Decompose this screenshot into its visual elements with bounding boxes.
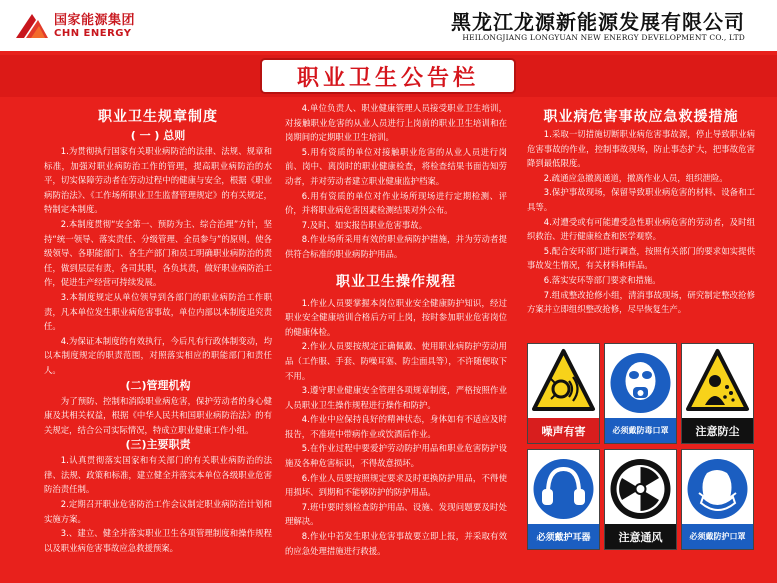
sign-label: 注意通风 [605, 524, 676, 549]
sign-label: 必须戴防毒口罩 [605, 418, 676, 443]
general-item: 2.本制度贯彻“安全第一、预防为主、综合治理”方针，坚持“统一领导、落实责任、分级管理、全员参与”的原则，使各级领导、各职能部门、各生产部门和员工明确职业病防治的责任，做到层层有责，各司其职，各负其责，做好职业病防治工作，促进生产经营可持续发展。 [44, 218, 272, 288]
duty-item: 8.作业场所采用有效的职业病防护措施，并为劳动者提供符合标准的职业病防护用品。 [285, 234, 507, 259]
board-title: 职业卫生公告栏 [262, 60, 514, 92]
sign-dust-warning [681, 343, 754, 444]
emergency-item: 1.采取一切措施切断职业病危害事故源，停止导致职业病危害事故的作业，控制事故现场，防止事态扩大，把事故危害降到最低限度。 [527, 129, 755, 169]
emergency-item: 3.保护事故现场，保留导致职业病危害的材料、设备和工具等。 [527, 187, 755, 212]
sign-label: 必须戴护耳器 [528, 524, 599, 549]
operation-column [285, 101, 507, 558]
emergency-title: 职业病危害事故应急救援措施 [543, 109, 739, 125]
emergency-column [527, 107, 755, 317]
operation-item: 8.作业中若发生职业危害事故要立即上报，并采取有效的应急处理措施进行救援。 [285, 531, 507, 556]
chn-energy-logo-icon [14, 10, 50, 40]
group-name-en: CHN ENERGY [54, 28, 132, 39]
dust-warning-icon [685, 347, 750, 417]
emergency-item: 7.组成整改抢修小组，清消事故现场，研究制定整改抢修方案并立即组织整改抢修，尽早恢复生产。 [527, 289, 755, 315]
operation-item: 3.遵守职业健康安全管理各项规章制度，严格按照作业人员职业卫生操作规程进行操作和防护。 [285, 385, 507, 410]
operation-item: 2.作业人员要按规定正确佩戴、使用职业病防护劳动用品（工作服、手套、防噪耳塞、防尘面具等），不许随便取下不用。 [285, 341, 507, 381]
general-item: 1.为贯彻执行国家有关职业病防治的法律、法规、规章和标准，加强对职业病防治工作的管理，提高职业病防治的水平，切实保障劳动者在劳动过程中的健康与安全，根据《职业病防治法》、《工作场所职业卫生监督管理规定》的有关规定，特制定本制度。 [44, 146, 272, 215]
emergency-item: 6.落实安环等部门要求和措施。 [543, 274, 661, 285]
company-name-en: HEILONGJIANG LONGYUAN NEW ENERGY DEVELOPMENT CO., LTD [462, 33, 745, 42]
operation-item: 4.作业中应保持良好的精神状态，身体如有不适应及时报告，不准班中带病作业或饮酒后作业。 [285, 414, 507, 439]
duty-item: 4.单位负责人、职业健康管理人员接受职业卫生培训，对接触职业危害的从业人员进行上岗前的职业卫生培训和在岗期间的定期职业卫生培训。 [285, 103, 507, 143]
noise-warning-icon [531, 347, 596, 417]
operation-title: 职业卫生操作规程 [336, 273, 456, 290]
sign-label: 注意防尘 [682, 418, 753, 443]
ear-protector-icon [531, 453, 596, 523]
org-heading: (二)管理机构 [125, 378, 191, 392]
sign-ventilation [604, 449, 677, 550]
sign-noise-hazard [527, 343, 600, 444]
duty-item: 7.及时、如实报告职业危害事故。 [301, 219, 428, 230]
org-text: 为了预防、控制和消除职业病危害，保护劳动者的身心健康及其相关权益，根据《中华人民共和国职业病防治法》的有关规定，结合公司实际情况，特成立职业健康工作小组。 [44, 395, 272, 435]
header-bar [0, 0, 777, 48]
duties-heading: (三)主要职责 [125, 438, 191, 452]
rules-column [44, 107, 272, 555]
general-item: 4.为保证本制度的有效执行，今后凡有行政体制变动，均以本制度规定的职责范围，对照落实相应的职能部门和责任人。 [44, 335, 272, 375]
sign-gas-mask [604, 343, 677, 444]
header-divider [0, 48, 777, 51]
duty-item: 1.认真贯彻落实国家和有关部门的有关职业病防治的法律、法规、政策和标准，建立健全并落实本单位各级职业危害防治责任制。 [44, 455, 272, 495]
operation-item: 5.在作业过程中要爱护劳动防护用品和职业危害防护设施及各种危害标识，不得故意损坏。 [285, 443, 507, 469]
ventilation-fan-icon [608, 453, 673, 523]
company-name-cn: 黑龙江龙源新能源发展有限公司 [451, 10, 745, 34]
safety-signs [527, 343, 755, 553]
duty-item: 2.定期召开职业危害防治工作会议制定职业病防治计划和实施方案。 [44, 499, 272, 524]
rules-title: 职业卫生规章制度 [98, 109, 218, 125]
group-name-cn: 国家能源集团 [54, 13, 136, 28]
dust-mask-icon [685, 453, 750, 523]
emergency-item: 2.疏通应急撤离通道，撤离作业人员，组织泄险。 [543, 172, 728, 183]
operation-item: 1.作业人员要掌握本岗位职业安全健康防护知识，经过职业安全健康培训合格后方可上岗，按时参加职业危害岗位的健康体检。 [285, 297, 507, 337]
duty-item: 6.用有资质的单位对作业场所现场进行定期检测、评价，并将职业病危害因素检测结果对外公布。 [285, 190, 507, 216]
gas-mask-icon [608, 347, 673, 417]
sign-dust-mask [681, 449, 754, 550]
duty-item: 3.、建立、健全并落实职业卫生各项管理制度和操作规程以及职业病危害事故应急救援预案。 [44, 528, 272, 553]
emergency-item: 4.对遭受或有可能遭受急性职业病危害的劳动者，及时组织救治、进行健康检查和医学观察。 [527, 216, 755, 242]
general-heading: ( 一 ) 总则 [130, 129, 186, 142]
sign-label: 必须戴防护口罩 [682, 524, 753, 549]
general-item: 3.本制度规定从单位领导到各部门的职业病防治工作职责，凡本单位发生职业病危害事故，单位内部以本制度追究责任。 [44, 291, 272, 332]
emergency-item: 5.配合安环部门进行调查，按照有关部门的要求如实提供事故发生情况，有关材料和样品。 [527, 245, 755, 271]
operation-item: 6.作业人员要按照规定要求及时更换防护用品，不得使用损坏、到期和不能够防护的防护用品。 [285, 472, 507, 498]
sign-label: 噪声有害 [528, 418, 599, 443]
operation-item: 7.班中要时刻检查防护用品、设施、发现问题要及时处理解决。 [285, 501, 507, 527]
duty-item: 5.用有资质的单位对接触职业危害的从业人员进行岗前、岗中、离岗时的职业健康检查，将检查结果书面告知劳动者，并对劳动者建立职业健康监护档案。 [285, 146, 507, 186]
sign-ear-protector [527, 449, 600, 550]
